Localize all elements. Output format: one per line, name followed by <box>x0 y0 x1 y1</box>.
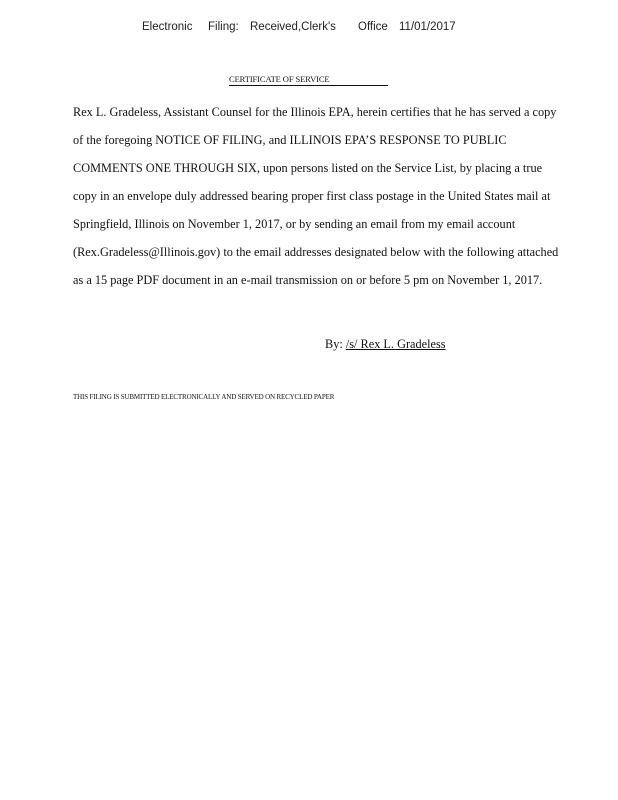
stamp-word-electronic: Electronic <box>142 21 193 33</box>
body-line: COMMENTS ONE THROUGH SIX, upon persons listed on the Service List, by placing a true <box>73 161 543 175</box>
stamp-word-received: Received,Clerk's <box>250 21 336 33</box>
body-line: (Rex.Gradeless@Illinois.gov) to the email addresses designated below with the following attached <box>73 245 559 259</box>
body-line: Springfield, Illinois on November 1, 2017, or by sending an email from my email account <box>73 217 516 231</box>
body-line: copy in an envelope duly addressed bearing proper first class postage in the United States mail at <box>73 189 551 203</box>
certificate-title: CERTIFICATE OF SERVICE <box>229 74 388 86</box>
electronic-filing-stamp <box>142 21 456 33</box>
stamp-word-office: Office <box>358 21 388 33</box>
recycled-paper-note: THIS FILING IS SUBMITTED ELECTRONICALLY AND SERVED ON RECYCLED PAPER <box>73 393 335 401</box>
signature-prefix: By: <box>325 337 346 351</box>
stamp-word-filing: Filing: <box>208 21 239 33</box>
certificate-body <box>73 98 603 294</box>
stamp-date: 11/01/2017 <box>399 21 456 33</box>
signature-block <box>325 337 474 352</box>
body-line: Rex L. Gradeless, Assistant Counsel for the Illinois EPA, herein certifies that he has served a copy <box>73 105 557 119</box>
signature-name: /s/ Rex L. Gradeless <box>345 337 446 351</box>
body-line: as a 15 page PDF document in an e-mail transmission on or before 5 pm on November 1, 2017. <box>73 273 543 287</box>
body-line: of the foregoing NOTICE OF FILING, and ILLINOIS EPA’S RESPONSE TO PUBLIC <box>73 133 507 147</box>
